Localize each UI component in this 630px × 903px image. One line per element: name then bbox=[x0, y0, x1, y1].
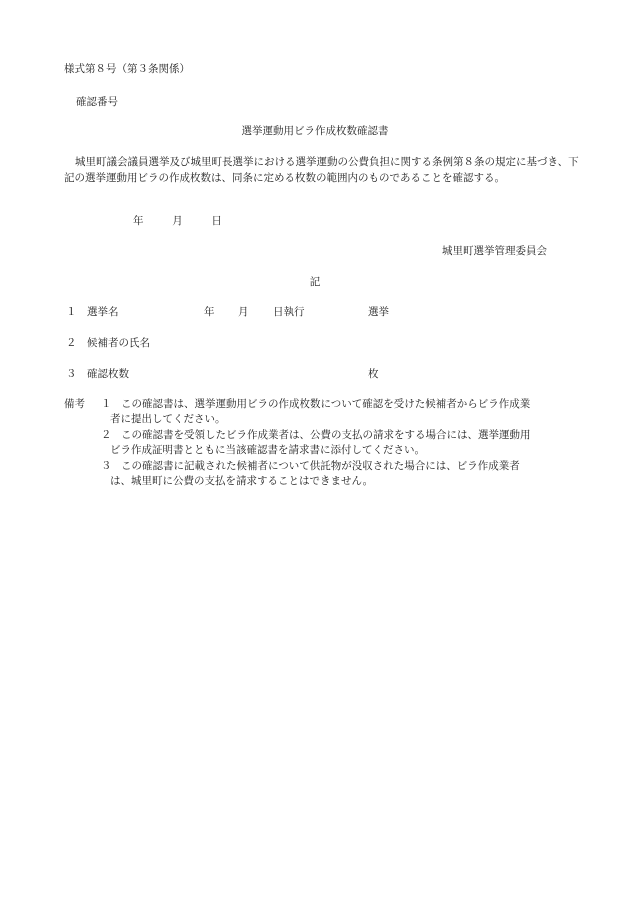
body-paragraph: 城里町議会議員選挙及び城里町長選挙における選挙運動の公費負担に関する条例第８条の規定に基づき、下記の選挙運動用ビラの作成枚数は、同条に定める枚数の範囲内のものであることを確認する。 bbox=[64, 156, 579, 184]
year-label: 年 bbox=[133, 215, 144, 227]
form-number: 様式第８号（第３条関係） bbox=[64, 63, 190, 75]
notes-label: 備考 bbox=[64, 398, 85, 410]
note-3-line-1: この確認書に記載された候補者について供託物が没収された場合には、ビラ作成業者 bbox=[121, 460, 520, 472]
item-1-year: 年 bbox=[204, 306, 215, 318]
note-1-line-1: この確認書は、選挙運動用ビラの作成枚数について確認を受けた候補者からビラ作成業 bbox=[121, 398, 531, 410]
month-label: 月 bbox=[172, 215, 183, 227]
item-1-day-executed: 日執行 bbox=[273, 306, 305, 318]
item-1-label: 選挙名 bbox=[87, 306, 119, 318]
confirmation-number-label: 確認番号 bbox=[76, 96, 118, 108]
item-1-election: 選挙 bbox=[368, 306, 389, 318]
item-3-unit: 枚 bbox=[368, 368, 379, 380]
note-2-line-1: この確認書を受領したビラ作成業者は、公費の支払の請求をする場合には、選挙運動用 bbox=[121, 429, 531, 441]
note-1-line-2: 者に提出してください。 bbox=[110, 413, 226, 425]
date-line bbox=[133, 214, 222, 229]
note-1-number: １ bbox=[101, 398, 112, 410]
document-title: 選挙運動用ビラ作成枚数確認書 bbox=[241, 125, 389, 137]
item-3-number: ３ bbox=[66, 368, 77, 380]
item-1-number: １ bbox=[66, 306, 77, 318]
note-3-line-2: は、城里町に公費の支払を請求することはできません。 bbox=[110, 475, 374, 487]
item-2-number: ２ bbox=[66, 337, 77, 349]
note-2-number: ２ bbox=[101, 429, 112, 441]
item-3-label: 確認枚数 bbox=[87, 368, 129, 380]
day-label: 日 bbox=[211, 215, 222, 227]
item-2-label: 候補者の氏名 bbox=[87, 337, 150, 349]
ki-heading: 記 bbox=[309, 276, 321, 288]
issuer-name: 城里町選挙管理委員会 bbox=[442, 245, 547, 257]
item-1-month: 月 bbox=[238, 306, 249, 318]
note-3-number: ３ bbox=[101, 460, 112, 472]
note-2-line-2: ビラ作成証明書とともに当該確認書を請求書に添付してください。 bbox=[110, 444, 425, 456]
